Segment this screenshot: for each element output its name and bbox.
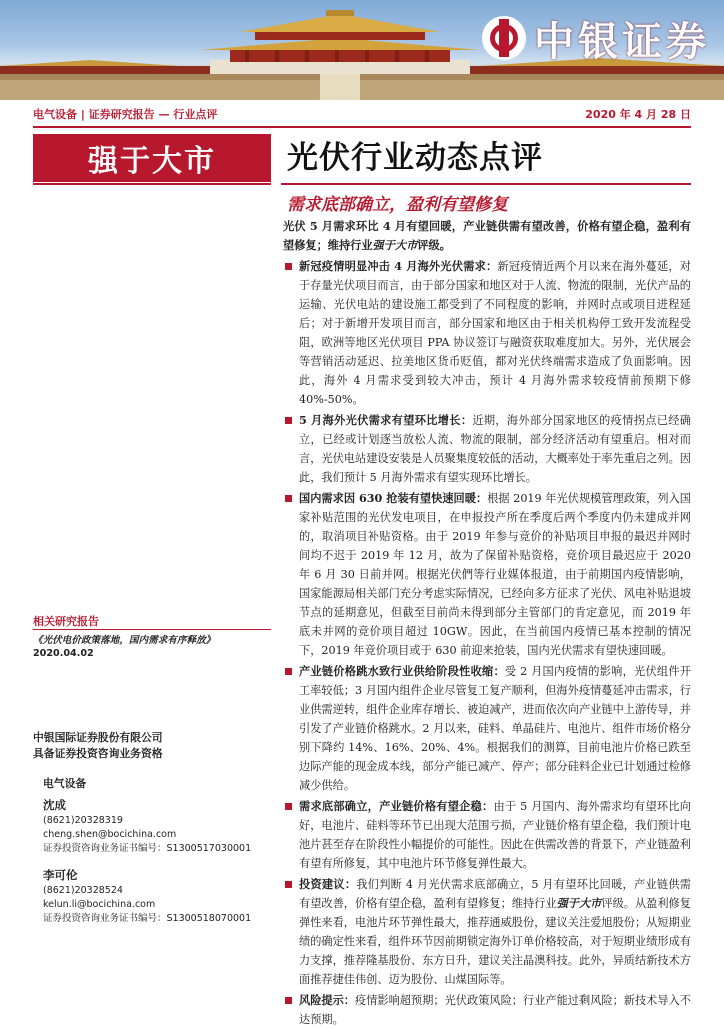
analyst-card: [43, 796, 251, 856]
bullet-rating: 强于大市: [556, 896, 602, 910]
report-date: 2020 年 4 月 28 日: [585, 107, 691, 121]
bullet-item: [283, 991, 691, 1029]
analyst-card: [43, 866, 251, 926]
analyst-cert-label: 证券投资咨询业务证书编号：: [43, 913, 167, 924]
company-name: 中银国际证券股份有限公司: [33, 731, 163, 744]
analyst-name: 李可伦: [43, 868, 78, 882]
bullet-square-icon: [285, 668, 292, 675]
bullet-square-icon: [285, 417, 292, 424]
company-logo: [482, 10, 714, 66]
bullet-heading: 投资建议：: [299, 877, 357, 891]
analyst-email[interactable]: kelun.li@bocichina.com: [43, 899, 156, 910]
sector-label: 电气设备: [43, 777, 87, 790]
bullet-square-icon: [285, 997, 292, 1004]
report-title: 光伏行业动态点评: [287, 140, 543, 176]
report-header: [33, 101, 691, 128]
bullet-item: [283, 797, 691, 873]
bullet-body: 评级。从盈利修复弹性来看，电池片环节弹性最大，推荐通威股份，建议关注爱旭股份；从短期业绩的确定性来看，组件环节因前期锁定海外订单价格较高，对于短期业绩形成有力支撑，推荐隆基股份、东方日升，建议关注晶澳科技。此外，异质结新技术方面推荐捷佳伟创、迈为股份、山煤国际等。: [299, 897, 691, 986]
lead-rating: 强于大市: [372, 238, 418, 252]
analyst-cert-number: S1300517030001: [166, 843, 252, 854]
related-report-date: 2020.04.02: [33, 648, 94, 659]
bullet-item: [283, 489, 691, 660]
bullet-item: [283, 411, 691, 487]
related-reports-title: 相关研究报告: [33, 615, 99, 628]
analyst-phone: (8621)20328524: [43, 885, 123, 896]
bullet-item: [283, 257, 691, 409]
bullet-body: 受 2 月国内疫情的影响，光伏组件开工率较低；3 月国内组件企业尽管复工复产顺利，但海外疫情蔓延冲击需求，行业供需逆转，组件企业库存增长、被迫减产，进而依次向产业链中上游传导，并引发了产业链价格跳水。2 月以来，硅料、单晶硅片、电池片、组件市场价格分别下降约 14%、16%、20%、4%。根据我们的测算，目前电池片价格已跌至边际产能的现金成本线，部分产能已减产、停产；部分硅料企业已计划通过检修减少供给。: [299, 665, 691, 792]
analyst-phone: (8621)20328319: [43, 815, 123, 826]
analyst-cert-number: S1300518070001: [166, 913, 252, 924]
logo-text: 中银证券: [534, 18, 710, 65]
bullet-body: 新冠疫情近两个月以来在海外蔓延，对于存量光伏项目而言，由于部分国家和地区对于人流、物流的限制，光伏产品的运输、光伏电站的建设施工都受到了不同程度的影响，并网时点或项目进程延后；对于新增开发项目而言，部分国家和地区由于相关机构停工致开发流程受阻，欧洲等地区光伏项目 PPA 协议签订与融资获取难度加大。另外，光伏展会等营销活动延迟、拉美地区货币贬值，都对光伏终端需求造成了负面影响。因此，海外 4 月需求受到较大冲击，预计 4 月海外需求较疫情前预期下修 40%-50%。: [299, 260, 691, 406]
rating-underline: [33, 183, 271, 185]
company-qualification: 具备证券投资咨询业务资格: [33, 747, 163, 760]
header-banner: [0, 0, 724, 100]
main-content: [283, 217, 691, 1029]
bullet-square-icon: [285, 263, 292, 270]
analyst-name: 沈成: [43, 798, 66, 812]
lead-text-end: 评级。: [417, 238, 451, 252]
bullet-heading: 需求底部确立，产业链价格有望企稳：: [299, 799, 494, 813]
bullet-body: 根据 2019 年光伏规模管理政策，列入国家补贴范围的光伏发电项目，在申报投产所在季度后两个季度内仍未建成并网的，取消项目补贴资格。由于 2019 年参与竞价的补贴项目申报的最迟并网时间均不迟于 2019 年 12 月，故为了保留补贴资格，竞价项目最迟应于 2020 年 6 月 30 日前并网。根据光伏們等行业媒体报道，由于前期国内疫情影响，国家能源局相关部门充分考虑实际情况，已经向多方征求了光伏、风电补贴退坡节点的延期意见，但截至目前尚未得到部分主管部门的肯定意见，而 2019 年底未并网的竞价项目超过 10GW。因此，在当前国内疫情已基本控制的情况下，2019 年竞价项目或于 630 前迎来抢装，国内光伏需求有望快速回暖。: [299, 492, 691, 657]
bullet-heading: 5 月海外光伏需求有望环比增长：: [299, 413, 473, 427]
report-category: 电气设备 | 证券研究报告 — 行业点评: [33, 107, 218, 121]
bullet-item: [283, 662, 691, 795]
bullet-item: [283, 875, 691, 989]
bullet-square-icon: [285, 881, 292, 888]
rating-badge: 强于大市: [33, 134, 271, 182]
bullet-body: 近期，海外部分国家地区的疫情拐点已经确立，已经或计划逐当放松人流、物流的限制，部分经济活动有望重启。相对而言，光伏电站建设安装是人员聚集度较低的活动，大概率处于率先重启之列。因此，我们预计 5 月海外需求有望实现环比增长。: [299, 414, 691, 484]
analyst-cert-label: 证券投资咨询业务证书编号：: [43, 843, 167, 854]
bullet-heading: 产业链价格跳水致行业供给阶段性收缩：: [299, 664, 505, 678]
bullet-heading: 国内需求因 630 抢装有望快速回暖：: [299, 491, 488, 505]
analyst-email[interactable]: cheng.shen@bocichina.com: [43, 829, 177, 840]
bullet-body-start: 我们判断 4 月光伏需求底部确立，5 月有望环比回暖，产业链供需有望改善，价格有望企稳，盈利有望修复；维持行业: [299, 878, 691, 910]
lead-paragraph: [283, 217, 691, 255]
lead-text: 光伏 5 月需求环比 4 月有望回暖，产业链供需有望改善，价格有望企稳，盈利有望修复；维持行业: [283, 219, 691, 252]
related-report-link[interactable]: 《光伏电价政策落地，国内需求有序释放》: [33, 635, 216, 646]
bullet-heading: 风险提示：: [299, 993, 355, 1007]
related-divider: [33, 629, 271, 630]
company-info: [33, 730, 163, 762]
report-subtitle: 需求底部确立，盈利有望修复: [287, 195, 508, 215]
title-divider: [281, 183, 691, 185]
bank-of-china-logo-icon: [482, 16, 526, 60]
bullet-square-icon: [285, 803, 292, 810]
bullet-square-icon: [285, 495, 292, 502]
bullet-heading: 新冠疫情明显冲击 4 月海外光伏需求：: [299, 259, 498, 273]
bullet-body: 由于 5 月国内、海外需求均有望环比向好，电池片、硅料等环节已出现大范围亏损，产业链价格有望企稳，我们预计电池片甚至存在阶段性小幅提价的可能性。因此在供需改善的背景下，产业链盈利有望有所修复，其中电池片环节修复弹性最大。: [299, 800, 691, 870]
bullet-body: 疫情影响超预期；光伏政策风险；行业产能过剩风险；新技术导入不达预期。: [299, 994, 691, 1026]
